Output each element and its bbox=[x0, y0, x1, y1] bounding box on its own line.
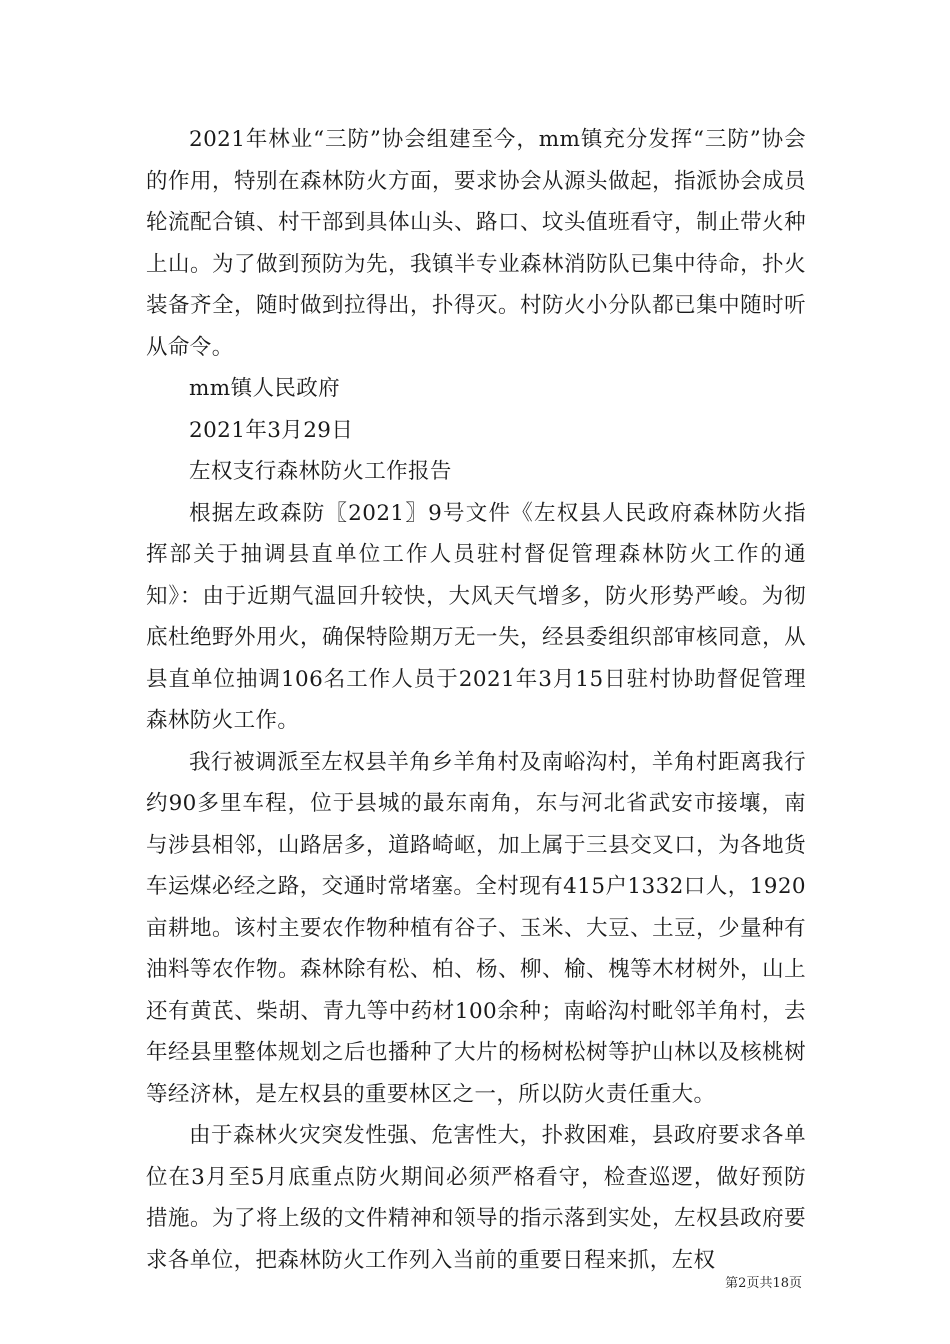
page-number: 第2页共18页 bbox=[725, 1276, 802, 1291]
paragraph-notice-reference: 根据左政森防〖2021〗9号文件《左权县人民政府森林防火指挥部关于抽调县直单位工作人员驻村督促管理森林防火工作的通知》：由于近期气温回升较快，大风天气增多，防火形势严峻。为彻底杜绝野外用火，确保特险期万无一失，经县委组织部审核同意，从县直单位抽调106名工作人员于2021年3月15日驻村协助督促管理森林防火工作。 bbox=[146, 500, 806, 733]
document-body bbox=[146, 119, 806, 1281]
report-title: 左权支行森林防火工作报告 bbox=[189, 459, 452, 484]
paragraph-village-description: 我行被调派至左权县羊角乡羊角村及南峪沟村，羊角村距离我行约90多里车程，位于县城的最东南角，东与河北省武安市接壤，南与涉县相邻，山路居多，道路崎岖，加上属于三县交叉口，为各地货车运煤必经之路，交通时常堵塞。全村现有415户1332口人，1920亩耕地。该村主要农作物种植有谷子、玉米、大豆、土豆，少量种有油料等农作物。森林除有松、柏、杨、柳、榆、槐等木材树外，山上还有黄芪、柴胡、青九等中药材100余种；南峪沟村毗邻羊角村，去年经县里整体规划之后也播种了大片的杨树松树等护山林以及核桃树等经济林，是左权县的重要林区之一，所以防火责任重大。 bbox=[146, 749, 806, 1107]
signature-organization: mm镇人民政府 bbox=[189, 376, 341, 401]
signature-date: 2021年3月29日 bbox=[189, 417, 354, 443]
paragraph-forest-association: 2021年林业“三防”协会组建至今，mm镇充分发挥“三防”协会的作用，特别在森林防火方面，要求协会从源头做起，指派协会成员轮流配合镇、村干部到具体山头、路口、坟头值班看守，制止带火种上山。为了做到预防为先，我镇半专业森林消防队已集中待命，扑火装备齐全，随时做到拉得出，扑得灭。村防火小分队都已集中随时听从命令。 bbox=[146, 127, 806, 360]
paragraph-fire-prevention: 由于森林火灾突发性强、危害性大，扑救困难，县政府要求各单位在3月至5月底重点防火期间必须严格看守，检查巡逻，做好预防措施。为了将上级的文件精神和领导的指示落到实处，左权县政府要求各单位，把森林防火工作列入当前的重要日程来抓，左权 bbox=[146, 1123, 806, 1273]
